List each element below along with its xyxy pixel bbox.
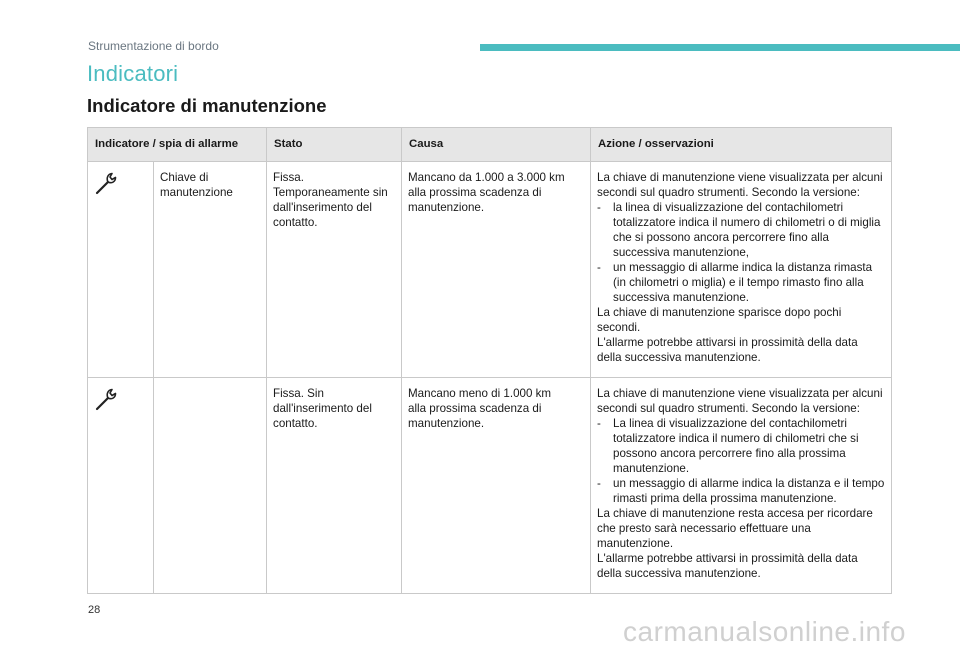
page-number: 28 xyxy=(88,604,101,616)
azione-intro: La chiave di manutenzione viene visualizzata per alcuni secondi sul quadro strumenti. Secondo la versione: xyxy=(597,171,883,199)
sub-title: Indicatore di manutenzione xyxy=(87,95,327,116)
header-indicatore: Indicatore / spia di allarme xyxy=(88,128,267,162)
list-item: - un messaggio di allarme indica la distanza rimasta (in chilometri o miglia) e il tempo rimasto fino alla successiva manutenzione. xyxy=(597,260,885,305)
azione-outro: La chiave di manutenzione resta accesa per ricordare che presto sarà necessario effettuare una manutenzione. L'allarme potrebbe attivarsi in prossimità della data della successiva manutenzione. xyxy=(597,507,873,580)
stato-cell: Fissa. Temporaneamente sin dall'inserimento del contatto. xyxy=(267,162,402,378)
azione-cell xyxy=(591,162,892,378)
bullet-text: un messaggio di allarme indica la distanza e il tempo rimasti prima della prossima manutenzione. xyxy=(613,477,885,505)
bullet-text: un messaggio di allarme indica la distanza rimasta (in chilometri o miglia) e il tempo rimasto fino alla successiva manutenzione. xyxy=(613,261,873,304)
list-item: - un messaggio di allarme indica la distanza e il tempo rimasti prima della prossima manutenzione. xyxy=(597,477,885,505)
header-accent-bar xyxy=(480,44,960,51)
watermark: carmanualsonline.info xyxy=(623,616,906,647)
bullet-text: la linea di visualizzazione del contachilometri totalizzatore indica il numero di chilometri o di miglia che si possono ancora percorrere fino alla successiva manutenzione, xyxy=(613,201,881,259)
list-item: - la linea di visualizzazione del contachilometri totalizzatore indica il numero di chilometri o di miglia che si possono ancora percorrere fino alla successiva manutenzione, xyxy=(597,200,885,260)
azione-outro: La chiave di manutenzione sparisce dopo pochi secondi. L'allarme potrebbe attivarsi in prossimità della data della successiva manutenzione. xyxy=(597,306,858,364)
causa-cell: Mancano da 1.000 a 3.000 km alla prossima scadenza di manutenzione. xyxy=(402,162,591,378)
maintenance-table xyxy=(87,127,892,594)
indicator-name xyxy=(154,378,267,594)
table-row xyxy=(88,162,892,378)
azione-intro: La chiave di manutenzione viene visualizzata per alcuni secondi sul quadro strumenti. Secondo la versione: xyxy=(597,387,883,415)
bullet-text: La linea di visualizzazione del contachilometri totalizzatore indica il numero di chilometri che si possono ancora percorrere fino alla prossima manutenzione. xyxy=(613,417,859,475)
header-azione: Azione / osservazioni xyxy=(591,128,892,162)
table-header-row xyxy=(88,128,892,162)
table-row xyxy=(88,378,892,594)
stato-cell: Fissa. Sin dall'inserimento del contatto. xyxy=(267,378,402,594)
indicator-name: Chiave di manutenzione xyxy=(154,162,267,378)
list-item: - La linea di visualizzazione del contachilometri totalizzatore indica il numero di chilometri che si possono ancora percorrere fino alla prossima manutenzione. xyxy=(597,416,885,476)
section-title: Indicatori xyxy=(87,61,179,86)
wrench-icon xyxy=(94,386,120,412)
azione-cell xyxy=(591,378,892,594)
icon-cell xyxy=(88,378,154,594)
icon-cell xyxy=(88,162,154,378)
header-causa: Causa xyxy=(402,128,591,162)
header-stato: Stato xyxy=(267,128,402,162)
wrench-icon xyxy=(94,170,120,196)
causa-cell: Mancano meno di 1.000 km alla prossima scadenza di manutenzione. xyxy=(402,378,591,594)
running-header: Strumentazione di bordo xyxy=(88,39,219,53)
